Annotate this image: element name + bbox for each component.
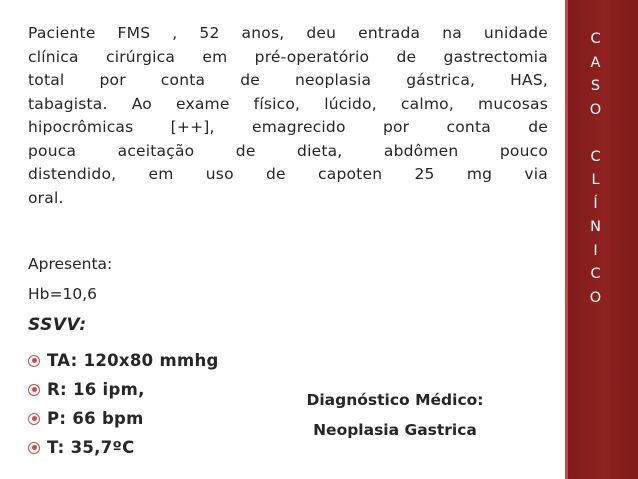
sidebar-letter: I (593, 242, 598, 259)
paragraph-line: total por conta de neoplasia gástrica, HAS, (28, 71, 548, 89)
case-paragraph (28, 22, 548, 210)
paragraph-line: tabagista. Ao exame físico, lúcido, calmo, mucosas (28, 94, 548, 113)
sidebar-letter: N (590, 219, 601, 235)
paragraph-line: hipocrômicas [++], emagrecido por conta de (28, 118, 548, 136)
paragraph-line: Paciente FMS , 52 anos, deu entrada na unidade (28, 24, 548, 42)
diagnosis-value: Neoplasia Gastrica (313, 421, 477, 439)
sidebar-letter: O (589, 101, 602, 118)
sidebar-letter: C (590, 266, 601, 282)
vital-ta: TA: 120x80 mmhg (47, 351, 219, 370)
vital-r: R: 16 ipm, (47, 380, 145, 399)
paragraph-line: distendido, em uso de capoten 25 mg via (28, 165, 548, 183)
list-item (28, 433, 219, 462)
diagnosis-label: Diagnóstico Médico: (306, 391, 484, 409)
paragraph-line: clínica cirúrgica em pré-operatório de gastrectomia (28, 47, 548, 66)
sidebar-letter: A (590, 54, 601, 71)
sidebar-letter: O (589, 289, 602, 306)
paragraph-line: pouca aceitação de dieta, abdômen pouco (28, 141, 548, 160)
sidebar-letter: S (590, 78, 601, 94)
vital-p: P: 66 bpm (47, 409, 144, 428)
sidebar (568, 0, 638, 479)
sidebar-letter: Í (593, 195, 598, 212)
list-item (28, 404, 219, 433)
sidebar-letter: L (591, 172, 600, 188)
paragraph-line: oral. (28, 188, 64, 207)
diagnosis-block (290, 385, 500, 445)
bullet-icon (28, 413, 40, 425)
sidebar-letter: C (590, 148, 601, 165)
hemoglobin-value: Hb=10,6 (28, 285, 97, 303)
bullet-icon (28, 442, 40, 454)
sidebar-letter (568, 122, 623, 146)
list-item (28, 375, 219, 404)
sidebar-letter: C (590, 31, 601, 47)
sidebar-title (568, 28, 623, 310)
list-item (28, 346, 219, 375)
vital-signs-heading: SSVV: (28, 315, 87, 335)
bullet-icon (28, 384, 40, 396)
bullet-icon (28, 355, 40, 367)
vital-signs-list (28, 346, 219, 462)
vital-t: T: 35,7ºC (47, 438, 135, 457)
apresenta-heading: Apresenta: (28, 255, 113, 273)
